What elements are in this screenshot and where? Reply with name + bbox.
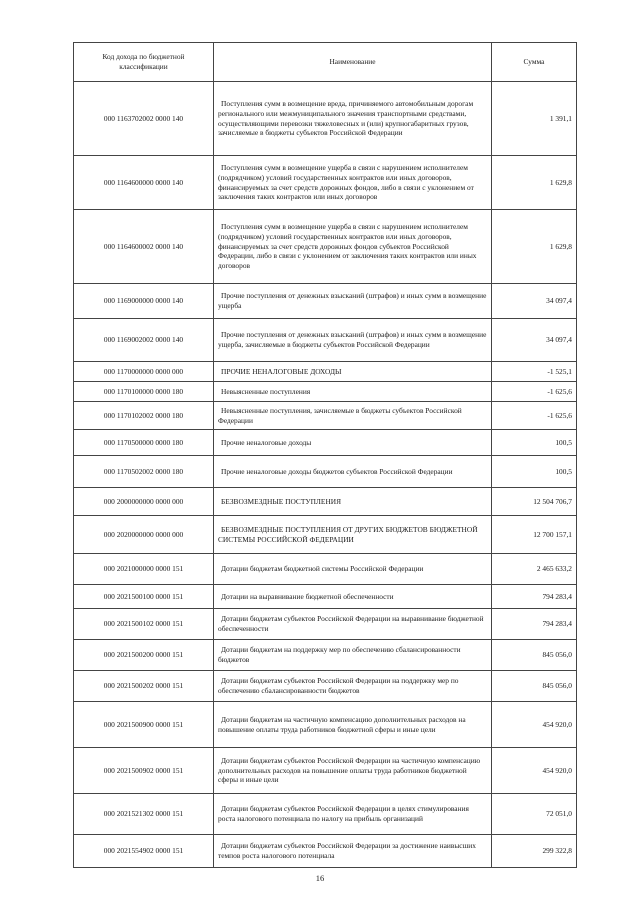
cell-sum: 12 504 706,7 [492, 488, 577, 516]
cell-name: Дотации бюджетам на поддержку мер по обеспечению сбалансированности бюджетов [214, 640, 492, 671]
cell-sum: 1 629,8 [492, 210, 577, 284]
cell-sum: 454 920,0 [492, 702, 577, 748]
cell-code: 000 2021500200 0000 151 [74, 640, 214, 671]
header-name: Наименование [214, 43, 492, 82]
cell-code: 000 2021500100 0000 151 [74, 585, 214, 609]
table-row [74, 794, 577, 835]
table-row [74, 402, 577, 430]
table-row [74, 640, 577, 671]
cell-code: 000 2000000000 0000 000 [74, 488, 214, 516]
cell-name: Дотации бюджетам субъектов Российской Федерации за достижение наивысших темпов роста налогового потенциала [214, 835, 492, 868]
cell-sum: -1 525,1 [492, 362, 577, 382]
table-row [74, 585, 577, 609]
cell-code: 000 1170102002 0000 180 [74, 402, 214, 430]
cell-code: 000 2021500900 0000 151 [74, 702, 214, 748]
cell-sum: 72 051,0 [492, 794, 577, 835]
table-row [74, 210, 577, 284]
header-code: Код дохода по бюджетной классификации [74, 43, 214, 82]
cell-sum: 454 920,0 [492, 748, 577, 794]
cell-name: Дотации бюджетам субъектов Российской Федерации на выравнивание бюджетной обеспеченности [214, 609, 492, 640]
cell-name: БЕЗВОЗМЕЗДНЫЕ ПОСТУПЛЕНИЯ ОТ ДРУГИХ БЮДЖЕТОВ БЮДЖЕТНОЙ СИСТЕМЫ РОССИЙСКОЙ ФЕДЕРАЦИИ [214, 516, 492, 554]
cell-code: 000 1169002002 0000 140 [74, 319, 214, 362]
cell-name: Дотации бюджетам субъектов Российской Федерации в целях стимулирования роста налогового потенциала по налогу на прибыль организаций [214, 794, 492, 835]
cell-sum: 845 056,0 [492, 671, 577, 702]
cell-sum: 34 097,4 [492, 319, 577, 362]
cell-name: Прочие неналоговые доходы [214, 430, 492, 456]
cell-name: Дотации бюджетам субъектов Российской Федерации на частичную компенсацию дополнительных расходов на повышение оплаты труда работников бюджетной сферы и иные цели [214, 748, 492, 794]
page-number: 16 [315, 873, 325, 883]
cell-sum: 1 629,8 [492, 156, 577, 210]
header-sum: Сумма [492, 43, 577, 82]
cell-sum: 2 465 633,2 [492, 554, 577, 585]
cell-code: 000 1170100000 0000 180 [74, 382, 214, 402]
cell-name: Прочие поступления от денежных взысканий (штрафов) и иных сумм в возмещение ущерба, зачисляемые в бюджеты субъектов Российской Федерации [214, 319, 492, 362]
table-row [74, 430, 577, 456]
cell-code: 000 2021000000 0000 151 [74, 554, 214, 585]
cell-sum: 299 322,8 [492, 835, 577, 868]
cell-code: 000 1163702002 0000 140 [74, 82, 214, 156]
cell-code: 000 2021500102 0000 151 [74, 609, 214, 640]
cell-sum: 845 056,0 [492, 640, 577, 671]
table-row [74, 382, 577, 402]
cell-code: 000 1170502002 0000 180 [74, 456, 214, 488]
table-row [74, 516, 577, 554]
cell-code: 000 1164600002 0000 140 [74, 210, 214, 284]
table-row [74, 362, 577, 382]
table-row [74, 835, 577, 868]
table-row [74, 488, 577, 516]
cell-sum: 100,5 [492, 430, 577, 456]
cell-code: 000 1164600000 0000 140 [74, 156, 214, 210]
cell-name: Дотации бюджетам субъектов Российской Федерации на поддержку мер по обеспечению сбалансированности бюджетов [214, 671, 492, 702]
cell-sum: 794 283,4 [492, 609, 577, 640]
table-row [74, 82, 577, 156]
cell-sum: 12 700 157,1 [492, 516, 577, 554]
cell-name: Невыясненные поступления [214, 382, 492, 402]
cell-code: 000 1169000000 0000 140 [74, 284, 214, 319]
cell-code: 000 1170500000 0000 180 [74, 430, 214, 456]
budget-revenue-table [73, 42, 577, 868]
cell-name: БЕЗВОЗМЕЗДНЫЕ ПОСТУПЛЕНИЯ [214, 488, 492, 516]
cell-name: Дотации бюджетам на частичную компенсацию дополнительных расходов на повышение оплаты труда работников бюджетной сферы и иные цели [214, 702, 492, 748]
table-header-row [74, 43, 577, 82]
cell-code: 000 2021521302 0000 151 [74, 794, 214, 835]
cell-code: 000 2021500902 0000 151 [74, 748, 214, 794]
cell-sum: 1 391,1 [492, 82, 577, 156]
table-row [74, 671, 577, 702]
table-row [74, 284, 577, 319]
table-row [74, 554, 577, 585]
cell-sum: 794 283,4 [492, 585, 577, 609]
cell-name: Поступления сумм в возмещение ущерба в связи с нарушением исполнителем (подрядчиком) условий государственных контрактов или иных договоров, финансируемых за счет средств дорожных фондов субъектов Российской Федерации, либо в связи с уклонением от заключения таких контрактов или иных договоров [214, 210, 492, 284]
cell-name: Прочие поступления от денежных взысканий (штрафов) и иных сумм в возмещение ущерба [214, 284, 492, 319]
cell-name: Поступления сумм в возмещение вреда, причиняемого автомобильным дорогам регионального или межмуниципального значения транспортными средствами, осуществляющими перевозки тяжеловесных и (или) крупногабаритных грузов, зачисляемые в бюджеты субъектов Российской Федерации [214, 82, 492, 156]
cell-sum: -1 625,6 [492, 382, 577, 402]
table-row [74, 748, 577, 794]
cell-name: Прочие неналоговые доходы бюджетов субъектов Российской Федерации [214, 456, 492, 488]
cell-name: ПРОЧИЕ НЕНАЛОГОВЫЕ ДОХОДЫ [214, 362, 492, 382]
table-row [74, 156, 577, 210]
cell-code: 000 2021554902 0000 151 [74, 835, 214, 868]
cell-code: 000 2021500202 0000 151 [74, 671, 214, 702]
cell-name: Дотации на выравнивание бюджетной обеспеченности [214, 585, 492, 609]
cell-sum: 34 097,4 [492, 284, 577, 319]
cell-sum: -1 625,6 [492, 402, 577, 430]
table-row [74, 319, 577, 362]
table-row [74, 456, 577, 488]
table-row [74, 609, 577, 640]
cell-name: Невыясненные поступления, зачисляемые в бюджеты субъектов Российской Федерации [214, 402, 492, 430]
cell-name: Дотации бюджетам бюджетной системы Российской Федерации [214, 554, 492, 585]
cell-name: Поступления сумм в возмещение ущерба в связи с нарушением исполнителем (подрядчиком) условий государственных контрактов или иных договоров, финансируемых за счет средств дорожных фондов, либо в связи с уклонением от заключения таких контрактов или иных договоров [214, 156, 492, 210]
table-row [74, 702, 577, 748]
cell-code: 000 2020000000 0000 000 [74, 516, 214, 554]
cell-sum: 100,5 [492, 456, 577, 488]
cell-code: 000 1170000000 0000 000 [74, 362, 214, 382]
